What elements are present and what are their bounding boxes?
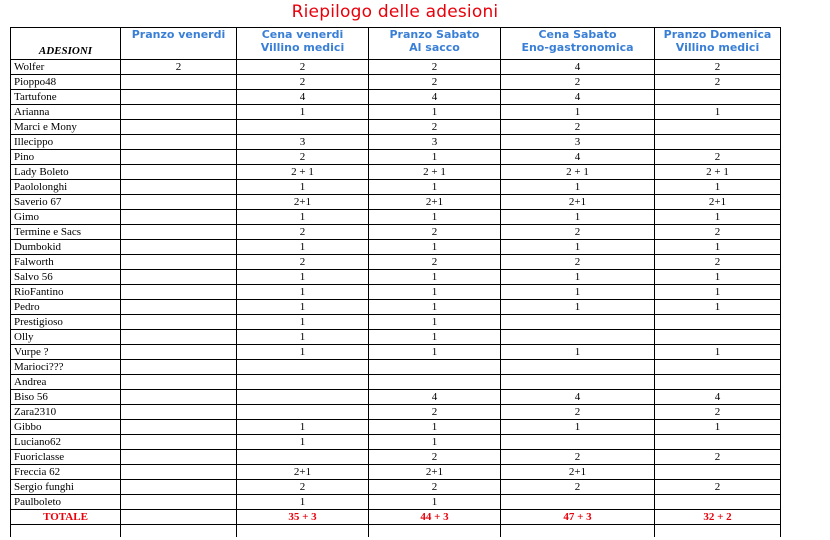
- cell-pranzo-sabato: 1: [369, 270, 501, 285]
- column-header-line2: Eno-gastronomica: [521, 41, 634, 54]
- cell-cena-venerdi: 4: [237, 90, 369, 105]
- column-header-line2: Villino medici: [675, 41, 760, 54]
- column-header-line1: Cena venerdi: [261, 28, 344, 41]
- cell-pranzo-sabato: 4: [369, 390, 501, 405]
- participant-name: RioFantino: [11, 285, 121, 300]
- cell-cena-venerdi: 2: [237, 225, 369, 240]
- participant-name: Termine e Sacs: [11, 225, 121, 240]
- cell-cena-sabato: 1: [501, 300, 655, 315]
- cell-cena-venerdi: 1: [237, 330, 369, 345]
- cell-pranzo-sabato: 3: [369, 135, 501, 150]
- cell-pranzo-venerdi: [121, 120, 237, 135]
- cell-pranzo-sabato: 2: [369, 405, 501, 420]
- page-title: Riepilogo delle adesioni: [291, 2, 499, 22]
- participant-name: Gibbo: [11, 420, 121, 435]
- cell-pranzo-sabato: 1: [369, 495, 501, 510]
- cell-cena-sabato: [501, 315, 655, 330]
- cell-pranzo-domenica: [655, 315, 781, 330]
- cell-pranzo-venerdi: [121, 360, 237, 375]
- table-row: [11, 345, 781, 360]
- table-row: [11, 90, 781, 105]
- cell-pranzo-venerdi: [121, 105, 237, 120]
- adesioni-table: [10, 27, 781, 537]
- cell-pranzo-venerdi: [121, 225, 237, 240]
- cell-pranzo-domenica: 2: [655, 225, 781, 240]
- cell-pranzo-venerdi: [121, 180, 237, 195]
- cell-cena-sabato: [501, 360, 655, 375]
- table-row: [11, 390, 781, 405]
- participant-name: Marioci???: [11, 360, 121, 375]
- cell-cena-venerdi: [237, 375, 369, 390]
- cell-pranzo-venerdi: [121, 345, 237, 360]
- cell-pranzo-sabato: 2+1: [369, 195, 501, 210]
- cell-cena-venerdi: 1: [237, 495, 369, 510]
- cell-pranzo-domenica: [655, 465, 781, 480]
- empty-row: [11, 525, 781, 538]
- cell-pranzo-sabato: 1: [369, 315, 501, 330]
- table-row: [11, 210, 781, 225]
- participant-name: Luciano62: [11, 435, 121, 450]
- participant-name: Vurpe ?: [11, 345, 121, 360]
- cell-pranzo-sabato: 4: [369, 90, 501, 105]
- cell-cena-sabato: 1: [501, 420, 655, 435]
- participant-name: Paulboleto: [11, 495, 121, 510]
- participant-name: Lady Boleto: [11, 165, 121, 180]
- cell-pranzo-domenica: 2+1: [655, 195, 781, 210]
- table-row: [11, 465, 781, 480]
- cell-cena-sabato: 3: [501, 135, 655, 150]
- cell-pranzo-venerdi: [121, 165, 237, 180]
- table-row: [11, 255, 781, 270]
- cell-cena-venerdi: 2+1: [237, 195, 369, 210]
- cell-pranzo-domenica: 2: [655, 75, 781, 90]
- cell-pranzo-sabato: 1: [369, 420, 501, 435]
- cell-pranzo-sabato: 1: [369, 300, 501, 315]
- table-body: [11, 60, 781, 538]
- cell-cena-sabato: 2+1: [501, 195, 655, 210]
- cell-pranzo-domenica: 4: [655, 390, 781, 405]
- cell-cena-venerdi: 1: [237, 270, 369, 285]
- column-header-pranzo-sabato: [369, 28, 501, 60]
- table-row: [11, 75, 781, 90]
- cell-cena-sabato: 1: [501, 270, 655, 285]
- cell-pranzo-venerdi: [121, 90, 237, 105]
- cell-cena-venerdi: [237, 405, 369, 420]
- cell-pranzo-venerdi: [121, 375, 237, 390]
- table-row: [11, 270, 781, 285]
- participant-name: Olly: [11, 330, 121, 345]
- cell-pranzo-venerdi: [121, 255, 237, 270]
- cell-pranzo-venerdi: [121, 330, 237, 345]
- cell-cena-sabato: 4: [501, 150, 655, 165]
- cell-pranzo-venerdi: [121, 390, 237, 405]
- column-header-cena-sabato: [501, 28, 655, 60]
- cell-pranzo-domenica: 1: [655, 210, 781, 225]
- cell-cena-sabato: 2: [501, 405, 655, 420]
- participant-name: Illecippo: [11, 135, 121, 150]
- cell-pranzo-sabato: 1: [369, 345, 501, 360]
- cell-pranzo-domenica: [655, 120, 781, 135]
- cell-pranzo-domenica: 2: [655, 450, 781, 465]
- total-value: [121, 510, 237, 525]
- cell-cena-sabato: 2+1: [501, 465, 655, 480]
- table-row: [11, 480, 781, 495]
- cell-pranzo-venerdi: [121, 480, 237, 495]
- cell-cena-sabato: 1: [501, 210, 655, 225]
- cell-pranzo-sabato: 1: [369, 180, 501, 195]
- participant-name: Freccia 62: [11, 465, 121, 480]
- cell-pranzo-venerdi: [121, 270, 237, 285]
- cell-pranzo-domenica: 1: [655, 285, 781, 300]
- participant-name: Saverio 67: [11, 195, 121, 210]
- column-header-line1: Pranzo Domenica: [663, 28, 772, 41]
- cell-cena-venerdi: 1: [237, 240, 369, 255]
- cell-cena-venerdi: 1: [237, 435, 369, 450]
- cell-cena-sabato: 1: [501, 345, 655, 360]
- table-row: [11, 225, 781, 240]
- table-row: [11, 450, 781, 465]
- cell-pranzo-venerdi: [121, 195, 237, 210]
- table-row: [11, 315, 781, 330]
- table-row: [11, 360, 781, 375]
- participant-name: Arianna: [11, 105, 121, 120]
- cell-pranzo-domenica: 2 + 1: [655, 165, 781, 180]
- cell-pranzo-venerdi: [121, 495, 237, 510]
- table-row: [11, 285, 781, 300]
- participant-name: Andrea: [11, 375, 121, 390]
- table-row: [11, 180, 781, 195]
- participant-name: Dumbokid: [11, 240, 121, 255]
- table-row: [11, 165, 781, 180]
- cell-pranzo-venerdi: [121, 420, 237, 435]
- total-value: 44 + 3: [369, 510, 501, 525]
- cell-cena-venerdi: [237, 120, 369, 135]
- cell-cena-venerdi: [237, 525, 369, 538]
- cell-pranzo-venerdi: [121, 300, 237, 315]
- cell-pranzo-domenica: 1: [655, 270, 781, 285]
- cell-cena-sabato: 2: [501, 480, 655, 495]
- cell-pranzo-venerdi: [121, 210, 237, 225]
- cell-pranzo-venerdi: [121, 525, 237, 538]
- cell-cena-sabato: [501, 330, 655, 345]
- header-row: [11, 28, 781, 60]
- cell-pranzo-sabato: 1: [369, 435, 501, 450]
- cell-cena-venerdi: 1: [237, 105, 369, 120]
- table-row: [11, 375, 781, 390]
- cell-cena-sabato: [501, 525, 655, 538]
- cell-pranzo-domenica: 2: [655, 60, 781, 75]
- cell-pranzo-sabato: 2+1: [369, 465, 501, 480]
- cell-cena-venerdi: 1: [237, 210, 369, 225]
- table-row: [11, 300, 781, 315]
- cell-pranzo-venerdi: [121, 240, 237, 255]
- cell-pranzo-sabato: 2: [369, 75, 501, 90]
- column-header-cena-venerdi: [237, 28, 369, 60]
- cell-pranzo-sabato: [369, 375, 501, 390]
- table-row: [11, 240, 781, 255]
- cell-pranzo-venerdi: [121, 465, 237, 480]
- total-value: 47 + 3: [501, 510, 655, 525]
- cell-cena-venerdi: 2: [237, 255, 369, 270]
- participant-name: Fuoriclasse: [11, 450, 121, 465]
- cell-pranzo-domenica: 1: [655, 420, 781, 435]
- cell-cena-venerdi: 2: [237, 150, 369, 165]
- cell-pranzo-domenica: [655, 90, 781, 105]
- cell-cena-venerdi: 1: [237, 420, 369, 435]
- cell-pranzo-domenica: [655, 435, 781, 450]
- cell-pranzo-venerdi: [121, 435, 237, 450]
- cell-cena-sabato: [501, 435, 655, 450]
- cell-pranzo-domenica: [655, 330, 781, 345]
- participant-name: Sergio funghi: [11, 480, 121, 495]
- cell-pranzo-domenica: [655, 375, 781, 390]
- cell-cena-sabato: 4: [501, 390, 655, 405]
- cell-cena-venerdi: 2+1: [237, 465, 369, 480]
- participant-name: Pedro: [11, 300, 121, 315]
- cell-cena-venerdi: [237, 450, 369, 465]
- cell-pranzo-venerdi: [121, 135, 237, 150]
- column-header-pranzo-domenica: [655, 28, 781, 60]
- cell-pranzo-domenica: 2: [655, 405, 781, 420]
- cell-cena-venerdi: 1: [237, 285, 369, 300]
- cell-pranzo-sabato: [369, 525, 501, 538]
- cell-pranzo-domenica: [655, 525, 781, 538]
- cell-cena-sabato: 2: [501, 120, 655, 135]
- participant-name: Prestigioso: [11, 315, 121, 330]
- table-row: [11, 120, 781, 135]
- cell-pranzo-domenica: 1: [655, 105, 781, 120]
- cell-pranzo-sabato: 2: [369, 225, 501, 240]
- table-row: [11, 420, 781, 435]
- participant-name: Tartufone: [11, 90, 121, 105]
- cell-pranzo-sabato: 2 + 1: [369, 165, 501, 180]
- cell-pranzo-sabato: 1: [369, 105, 501, 120]
- cell-cena-venerdi: [237, 390, 369, 405]
- cell-cena-sabato: 1: [501, 285, 655, 300]
- cell-cena-venerdi: 1: [237, 345, 369, 360]
- cell-pranzo-venerdi: [121, 450, 237, 465]
- participant-name: Wolfer: [11, 60, 121, 75]
- table-row: [11, 195, 781, 210]
- participant-name: Zara2310: [11, 405, 121, 420]
- cell-pranzo-domenica: 1: [655, 300, 781, 315]
- cell-cena-sabato: 4: [501, 90, 655, 105]
- cell-pranzo-domenica: 1: [655, 240, 781, 255]
- cell-pranzo-sabato: 1: [369, 285, 501, 300]
- cell-cena-venerdi: 3: [237, 135, 369, 150]
- total-label: TOTALE: [11, 510, 121, 525]
- cell-cena-venerdi: 2: [237, 480, 369, 495]
- cell-pranzo-domenica: 2: [655, 480, 781, 495]
- column-header-line1: Pranzo venerdi: [131, 28, 226, 41]
- cell-pranzo-domenica: [655, 495, 781, 510]
- participant-name: Salvo 56: [11, 270, 121, 285]
- cell-cena-venerdi: 2: [237, 75, 369, 90]
- cell-cena-venerdi: 1: [237, 315, 369, 330]
- cell-cena-sabato: 2: [501, 255, 655, 270]
- cell-pranzo-venerdi: 2: [121, 60, 237, 75]
- cell-cena-sabato: 2 + 1: [501, 165, 655, 180]
- cell-pranzo-venerdi: [121, 75, 237, 90]
- table-row: [11, 405, 781, 420]
- table-row: [11, 60, 781, 75]
- cell-cena-sabato: 1: [501, 240, 655, 255]
- cell-pranzo-sabato: 2: [369, 255, 501, 270]
- cell-cena-venerdi: 2: [237, 60, 369, 75]
- table-row: [11, 435, 781, 450]
- cell-cena-venerdi: [237, 360, 369, 375]
- total-value: 32 + 2: [655, 510, 781, 525]
- cell-pranzo-sabato: 2: [369, 480, 501, 495]
- cell-pranzo-domenica: [655, 360, 781, 375]
- cell-cena-sabato: 2: [501, 75, 655, 90]
- cell-cena-sabato: 2: [501, 225, 655, 240]
- cell-pranzo-domenica: [655, 135, 781, 150]
- cell-cena-venerdi: 1: [237, 300, 369, 315]
- table-row: [11, 105, 781, 120]
- participant-name: Falworth: [11, 255, 121, 270]
- column-header-adesioni: ADESIONI: [11, 28, 121, 60]
- total-value: 35 + 3: [237, 510, 369, 525]
- cell-cena-sabato: [501, 495, 655, 510]
- cell-pranzo-sabato: 1: [369, 330, 501, 345]
- cell-cena-sabato: 4: [501, 60, 655, 75]
- cell-pranzo-sabato: 1: [369, 150, 501, 165]
- cell-pranzo-sabato: 1: [369, 240, 501, 255]
- column-header-line1: Cena Sabato: [538, 28, 617, 41]
- participant-name: Paololonghi: [11, 180, 121, 195]
- cell-cena-venerdi: 1: [237, 180, 369, 195]
- column-header-line1: Pranzo Sabato: [389, 28, 480, 41]
- participant-name: Pioppo48: [11, 75, 121, 90]
- cell-pranzo-domenica: 1: [655, 345, 781, 360]
- participant-name: Biso 56: [11, 390, 121, 405]
- cell-cena-venerdi: 2 + 1: [237, 165, 369, 180]
- participant-name: [11, 525, 121, 538]
- column-header-line2: Al sacco: [409, 41, 460, 54]
- participant-name: Marci e Mony: [11, 120, 121, 135]
- cell-cena-sabato: [501, 375, 655, 390]
- cell-cena-sabato: 1: [501, 180, 655, 195]
- table-row: [11, 150, 781, 165]
- cell-pranzo-sabato: 2: [369, 450, 501, 465]
- cell-cena-sabato: 2: [501, 450, 655, 465]
- table-row: [11, 135, 781, 150]
- cell-pranzo-venerdi: [121, 405, 237, 420]
- cell-pranzo-venerdi: [121, 315, 237, 330]
- participant-name: Pino: [11, 150, 121, 165]
- total-row: [11, 510, 781, 525]
- cell-pranzo-sabato: [369, 360, 501, 375]
- cell-pranzo-sabato: 2: [369, 60, 501, 75]
- participant-name: Gimo: [11, 210, 121, 225]
- cell-cena-sabato: 1: [501, 105, 655, 120]
- column-header-pranzo-venerdi: [121, 28, 237, 60]
- table-row: [11, 495, 781, 510]
- cell-pranzo-sabato: 1: [369, 210, 501, 225]
- table-row: [11, 330, 781, 345]
- cell-pranzo-sabato: 2: [369, 120, 501, 135]
- cell-pranzo-domenica: 1: [655, 180, 781, 195]
- cell-pranzo-domenica: 2: [655, 150, 781, 165]
- column-header-line2: Villino medici: [260, 41, 345, 54]
- cell-pranzo-venerdi: [121, 285, 237, 300]
- cell-pranzo-domenica: 2: [655, 255, 781, 270]
- cell-pranzo-venerdi: [121, 150, 237, 165]
